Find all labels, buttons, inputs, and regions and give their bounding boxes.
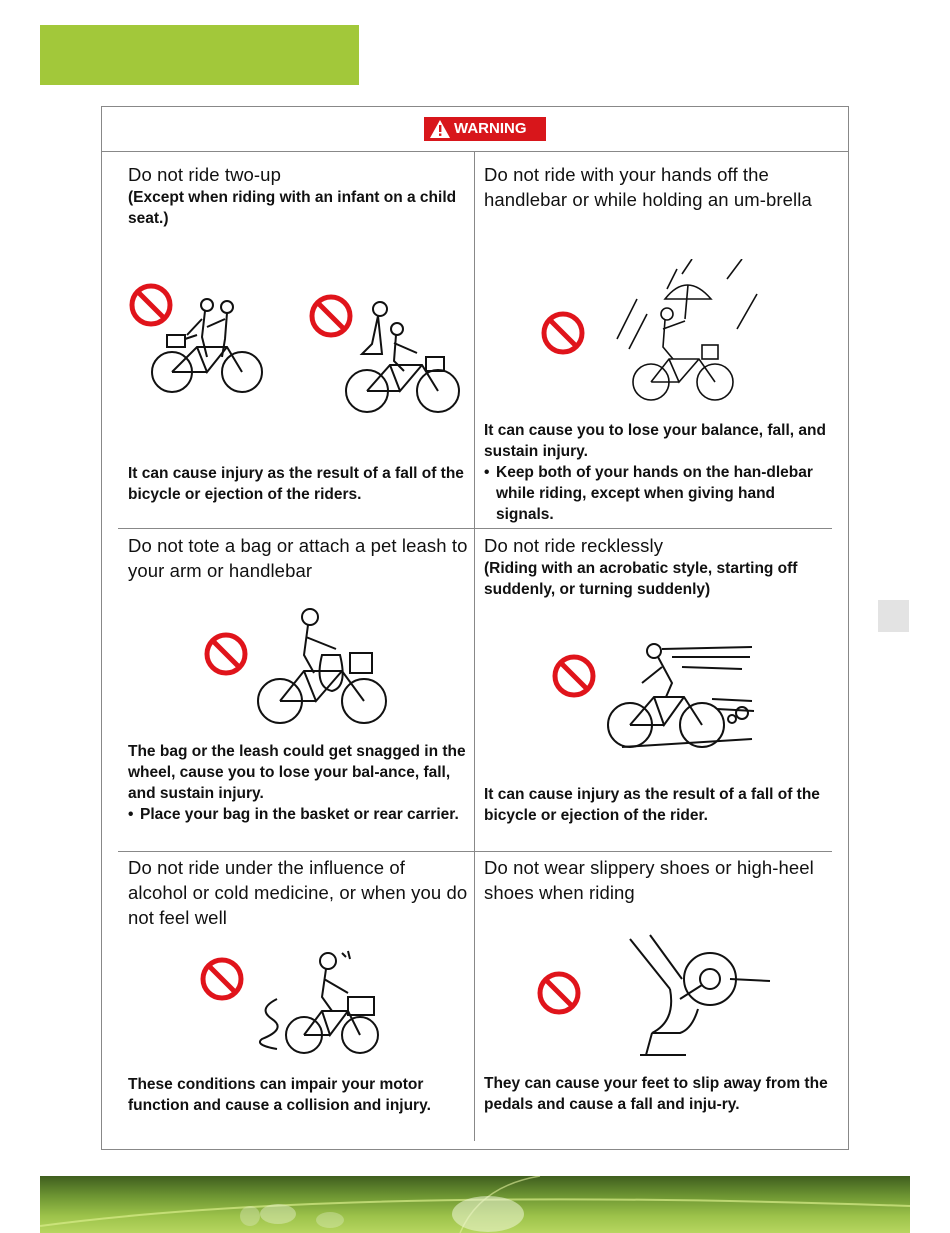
page-side-tab <box>878 600 909 632</box>
water-droplet-leaf-image <box>40 1176 910 1233</box>
row-divider <box>118 851 832 852</box>
footer-leaf-image <box>40 1176 910 1233</box>
item-body <box>128 741 468 825</box>
item-body <box>484 1073 828 1115</box>
warning-item-hands-off <box>484 162 826 212</box>
warning-panel <box>101 106 849 1150</box>
item-text: The bag or the leash could get snagged in the wheel, cause you to lose your bal-ance, fall, and sustain injury. <box>128 743 466 802</box>
prohibition-icon <box>551 653 597 699</box>
row-divider <box>118 528 832 529</box>
item-subheading: (Except when riding with an infant on a child seat.) <box>128 189 457 227</box>
item-heading: Do not wear slippery shoes or high-heel shoes when riding <box>484 857 814 903</box>
item-bullet <box>484 462 828 525</box>
item-heading: Do not ride two-up <box>128 164 281 185</box>
bullet-dot-icon: • <box>484 464 490 481</box>
prohibition-icon <box>199 956 245 1002</box>
item-text: It can cause injury as the result of a fall of the bicycle or ejection of the riders. <box>128 465 464 503</box>
unwell-rider-icon <box>252 949 387 1059</box>
item-heading: Do not tote a bag or attach a pet leash to your arm or handlebar <box>128 535 468 581</box>
warning-item-shoes <box>484 855 828 905</box>
item-subheading: (Riding with an acrobatic style, starting off suddenly, or turning suddenly) <box>484 560 798 598</box>
item-text: It can cause you to lose your balance, fall, and sustain injury. <box>484 422 826 460</box>
item-text: These conditions can impair your motor function and cause a collision and injury. <box>128 1076 431 1114</box>
high-heel-pedal-icon <box>610 929 772 1057</box>
prohibition-icon <box>536 970 582 1016</box>
warning-item-bag-leash <box>128 533 468 583</box>
item-bullet <box>128 804 468 825</box>
item-heading: Do not ride recklessly <box>484 535 664 556</box>
warning-item-reckless <box>484 533 828 600</box>
section-color-tab <box>40 25 359 85</box>
warning-item-impaired <box>128 855 468 930</box>
warning-badge <box>424 117 546 141</box>
item-body <box>128 1074 472 1116</box>
item-body <box>484 784 828 826</box>
prohibition-icon <box>203 631 249 677</box>
bullet-text: Keep both of your hands on the han-dlebar while riding, except when giving hand signals. <box>496 464 813 523</box>
reckless-rider-icon <box>602 639 762 751</box>
warning-label: WARNING <box>454 120 527 137</box>
bullet-text: Place your bag in the basket or rear carrier. <box>140 806 459 823</box>
warning-header <box>102 107 848 152</box>
bag-rider-icon <box>252 605 392 727</box>
column-divider <box>474 151 475 1141</box>
item-body <box>484 420 828 525</box>
item-heading: Do not ride with your hands off the handlebar or while holding an um-brella <box>484 164 812 210</box>
item-body <box>128 463 468 505</box>
prohibition-icon <box>540 310 586 356</box>
warning-item-two-up <box>128 162 466 229</box>
umbrella-rider-icon <box>607 259 767 404</box>
item-text: It can cause injury as the result of a fall of the bicycle or ejection of the rider. <box>484 786 820 824</box>
item-heading: Do not ride under the influence of alcohol or cold medicine, or when you do not feel well <box>128 857 468 928</box>
item-text: They can cause your feet to slip away from the pedals and cause a fall and inju-ry. <box>484 1075 828 1113</box>
two-riders-bicycle-icon <box>147 297 267 397</box>
bullet-dot-icon: • <box>128 806 134 823</box>
two-riders-bicycle-icon <box>342 299 464 417</box>
warning-triangle-icon <box>429 119 451 139</box>
